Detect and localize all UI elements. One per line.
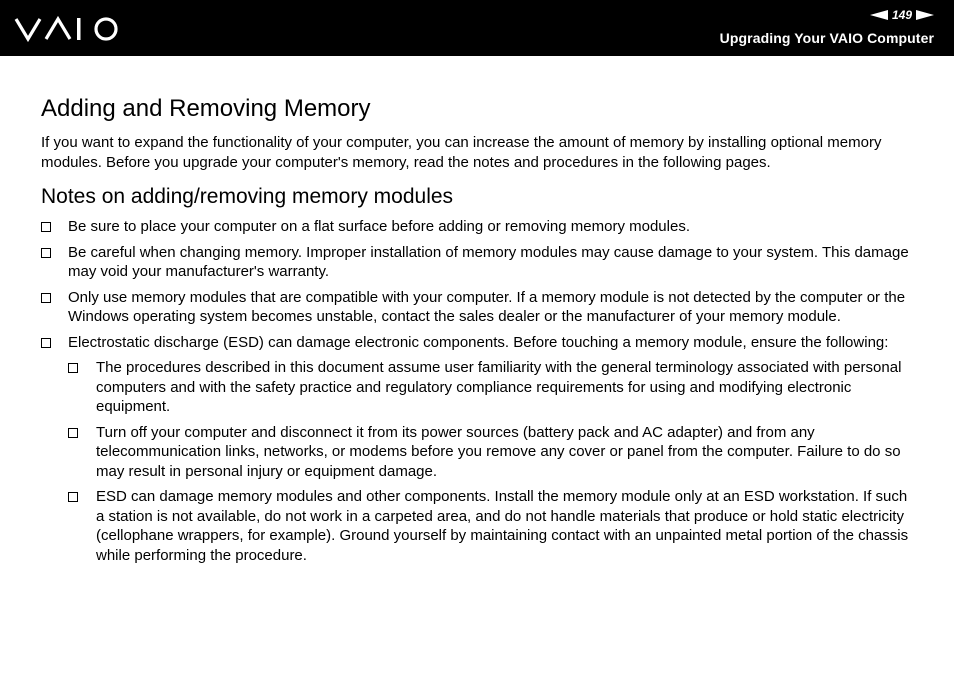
list-item: The procedures described in this document assume user familiarity with the general terminology associated with personal computers and with the safety practice and regulatory compliance requirements for using and modifying electronic equipment. xyxy=(68,358,916,417)
section-title: Upgrading Your VAIO Computer xyxy=(719,30,934,46)
checkbox-bullet-icon xyxy=(68,492,78,502)
page-header xyxy=(0,0,954,56)
checkbox-bullet-icon xyxy=(68,428,78,438)
page-content xyxy=(41,94,916,571)
next-page-icon[interactable] xyxy=(916,10,934,20)
checkbox-bullet-icon xyxy=(41,293,51,303)
notes-heading: Notes on adding/removing memory modules xyxy=(41,185,454,208)
vaio-logo xyxy=(14,14,122,44)
list-item: Be careful when changing memory. Improper installation of memory modules may cause damage to your system. This damage may void your manufacturer's warranty. xyxy=(41,243,916,282)
checkbox-bullet-icon xyxy=(41,338,51,348)
list-item: Turn off your computer and disconnect it from its power sources (battery pack and AC adapter) and from any telecommunication links, networks, or modems before you remove any cover or panel from the computer. Failure to do so may result in personal injury or equipment damage. xyxy=(68,423,916,482)
page-number: 149 xyxy=(891,8,912,22)
esd-sublist xyxy=(68,358,916,565)
list-item: Electrostatic discharge (ESD) can damage electronic components. Before touching a memory module, ensure the following: The procedures described in this document assume user familiarity with the general terminology associated with personal computers and with the safety practice and regulatory compliance requirements for using and modifying electronic equipment. Turn off your computer and disconnect it from its power sources (battery pack and AC adapter) and from any telecommunication links, networks, or modems before you remove any cover or panel from the computer. Failure to do so may result in personal injury or equipment damage. ESD can damage memory modules and other components. Install the memory module only at an ESD workstation. If such a station is not available, do not work in a carpeted area, and do not handle materials that produce or hold static electricity (cellophane wrappers, for example). Ground yourself by maintaining contact with an unpainted metal portion of the chassis while performing the procedure. xyxy=(41,333,916,566)
page-title: Adding and Removing Memory xyxy=(41,95,371,122)
list-item: Only use memory modules that are compatible with your computer. If a memory module is not detected by the computer or the Windows operating system becomes unstable, contact the sales dealer or the manufacturer of your memory module. xyxy=(41,288,916,327)
list-item: Be sure to place your computer on a flat surface before adding or removing memory modules. xyxy=(41,217,916,237)
checkbox-bullet-icon xyxy=(41,222,51,232)
page-navigation xyxy=(870,7,934,23)
checkbox-bullet-icon xyxy=(41,248,51,258)
checkbox-bullet-icon xyxy=(68,363,78,373)
notes-list xyxy=(41,217,916,565)
previous-page-icon[interactable] xyxy=(870,10,888,20)
intro-paragraph: If you want to expand the functionality of your computer, you can increase the amount of memory by installing optional memory modules. Before you upgrade your computer's memory, read the notes and procedures in the following pages. xyxy=(41,134,882,171)
list-item: ESD can damage memory modules and other components. Install the memory module only at an ESD workstation. If such a station is not available, do not work in a carpeted area, and do not handle materials that produce or hold static electricity (cellophane wrappers, for example). Ground yourself by maintaining contact with an unpainted metal portion of the chassis while performing the procedure. xyxy=(68,487,916,565)
